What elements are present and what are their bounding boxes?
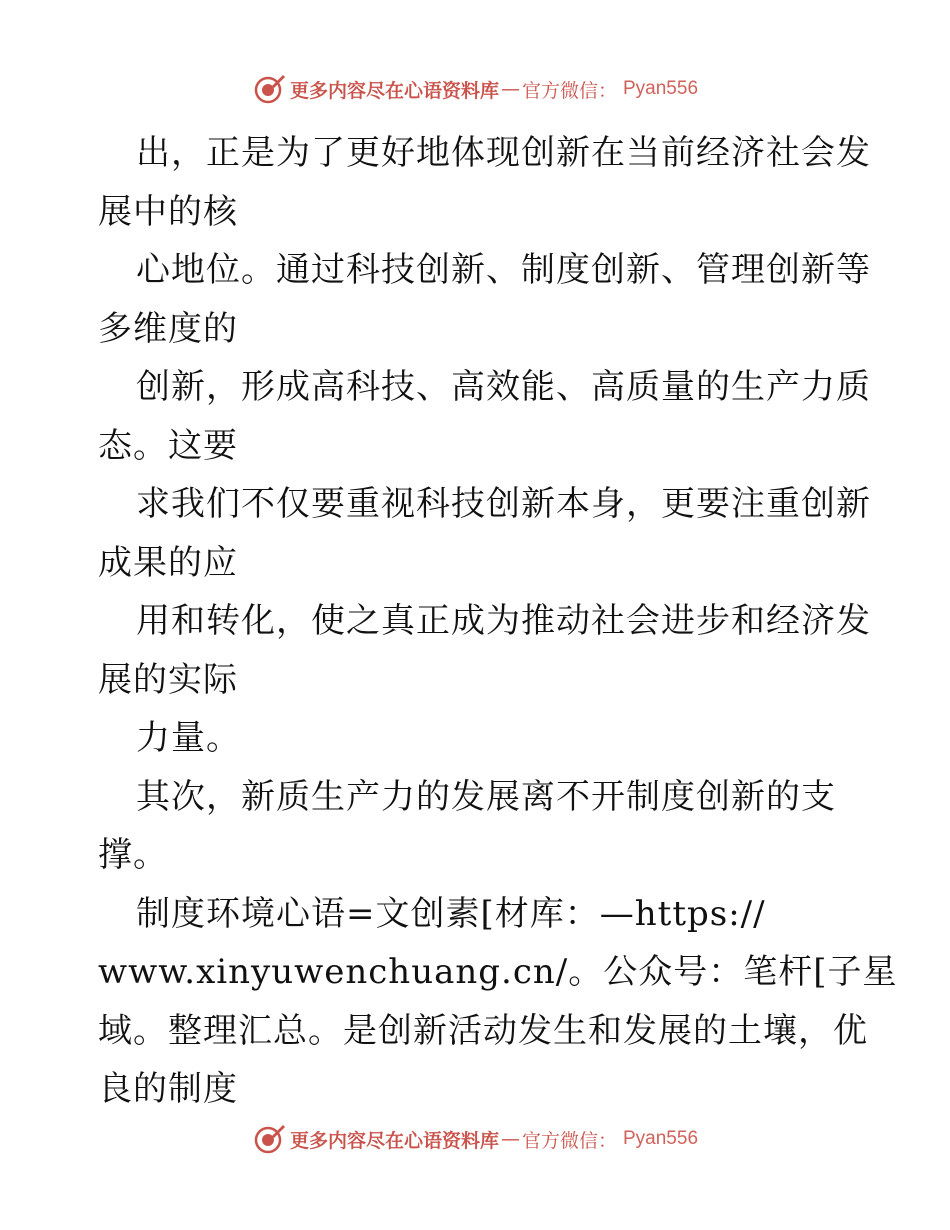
paragraph-line xyxy=(98,358,871,475)
footer-banner xyxy=(0,1122,950,1156)
line-indented: 力量。 xyxy=(136,718,241,758)
line-full: 域。整理汇总。是创新活动发生和发展的土壤，优 xyxy=(98,1010,868,1051)
line-full: www.xinyuwenchuang.cn/。公众号：笔杆[子星 xyxy=(98,952,898,992)
paragraph-line xyxy=(98,1002,868,1061)
paragraph-line xyxy=(98,709,858,768)
line-wrapped: 展中的核 xyxy=(98,191,238,232)
line-wrapped: 态。这要 xyxy=(98,425,238,466)
paragraph-line xyxy=(98,592,871,709)
line-indented: 求我们不仅要重视科技创新本身，更要注重创新 xyxy=(136,484,871,524)
paragraph-line xyxy=(98,475,871,592)
line-wrapped: 成果的应 xyxy=(98,542,238,583)
line-full: 良的制度 xyxy=(98,1069,238,1109)
line-indented: 其次，新质生产力的发展离不开制度创新的支 xyxy=(136,776,836,817)
footer-wechat-label: 官方微信： xyxy=(521,1129,617,1152)
header-banner xyxy=(0,72,950,106)
line-indented: 心地位。通过科技创新、制度创新、管理创新等 xyxy=(136,250,871,290)
document-body xyxy=(98,124,898,1119)
paragraph-line xyxy=(98,1060,858,1119)
paragraph-line xyxy=(98,885,858,944)
line-wrapped: 展的实际 xyxy=(98,659,238,700)
header-site-text: 更多内容尽在心语资料库 xyxy=(289,79,499,102)
footer-separator: — xyxy=(500,1128,520,1150)
pen-logo-icon xyxy=(252,72,286,106)
line-indented: 创新，形成高科技、高效能、高质量的生产力质 xyxy=(136,367,871,407)
paragraph-line xyxy=(98,768,858,885)
line-wrapped: 多维度的 xyxy=(98,308,238,349)
header-wechat-label: 官方微信： xyxy=(521,79,617,102)
footer-site-text: 更多内容尽在心语资料库 xyxy=(289,1129,499,1152)
footer-wechat-id: Pyan556 xyxy=(623,1128,699,1149)
line-indented: 出，正是为了更好地体现创新在当前经济社会发 xyxy=(136,133,871,173)
paragraph-line xyxy=(98,943,898,1002)
paragraph-line xyxy=(98,241,871,358)
header-separator: — xyxy=(500,78,520,100)
pen-logo-icon xyxy=(252,1122,286,1156)
line-indented: 制度环境心语=文创素[材库：—https:// xyxy=(136,893,766,934)
line-wrapped: 撑。 xyxy=(98,835,168,875)
line-indented: 用和转化，使之真正成为推动社会进步和经济发 xyxy=(136,601,871,641)
header-wechat-id: Pyan556 xyxy=(623,78,699,99)
paragraph-line xyxy=(98,124,871,241)
